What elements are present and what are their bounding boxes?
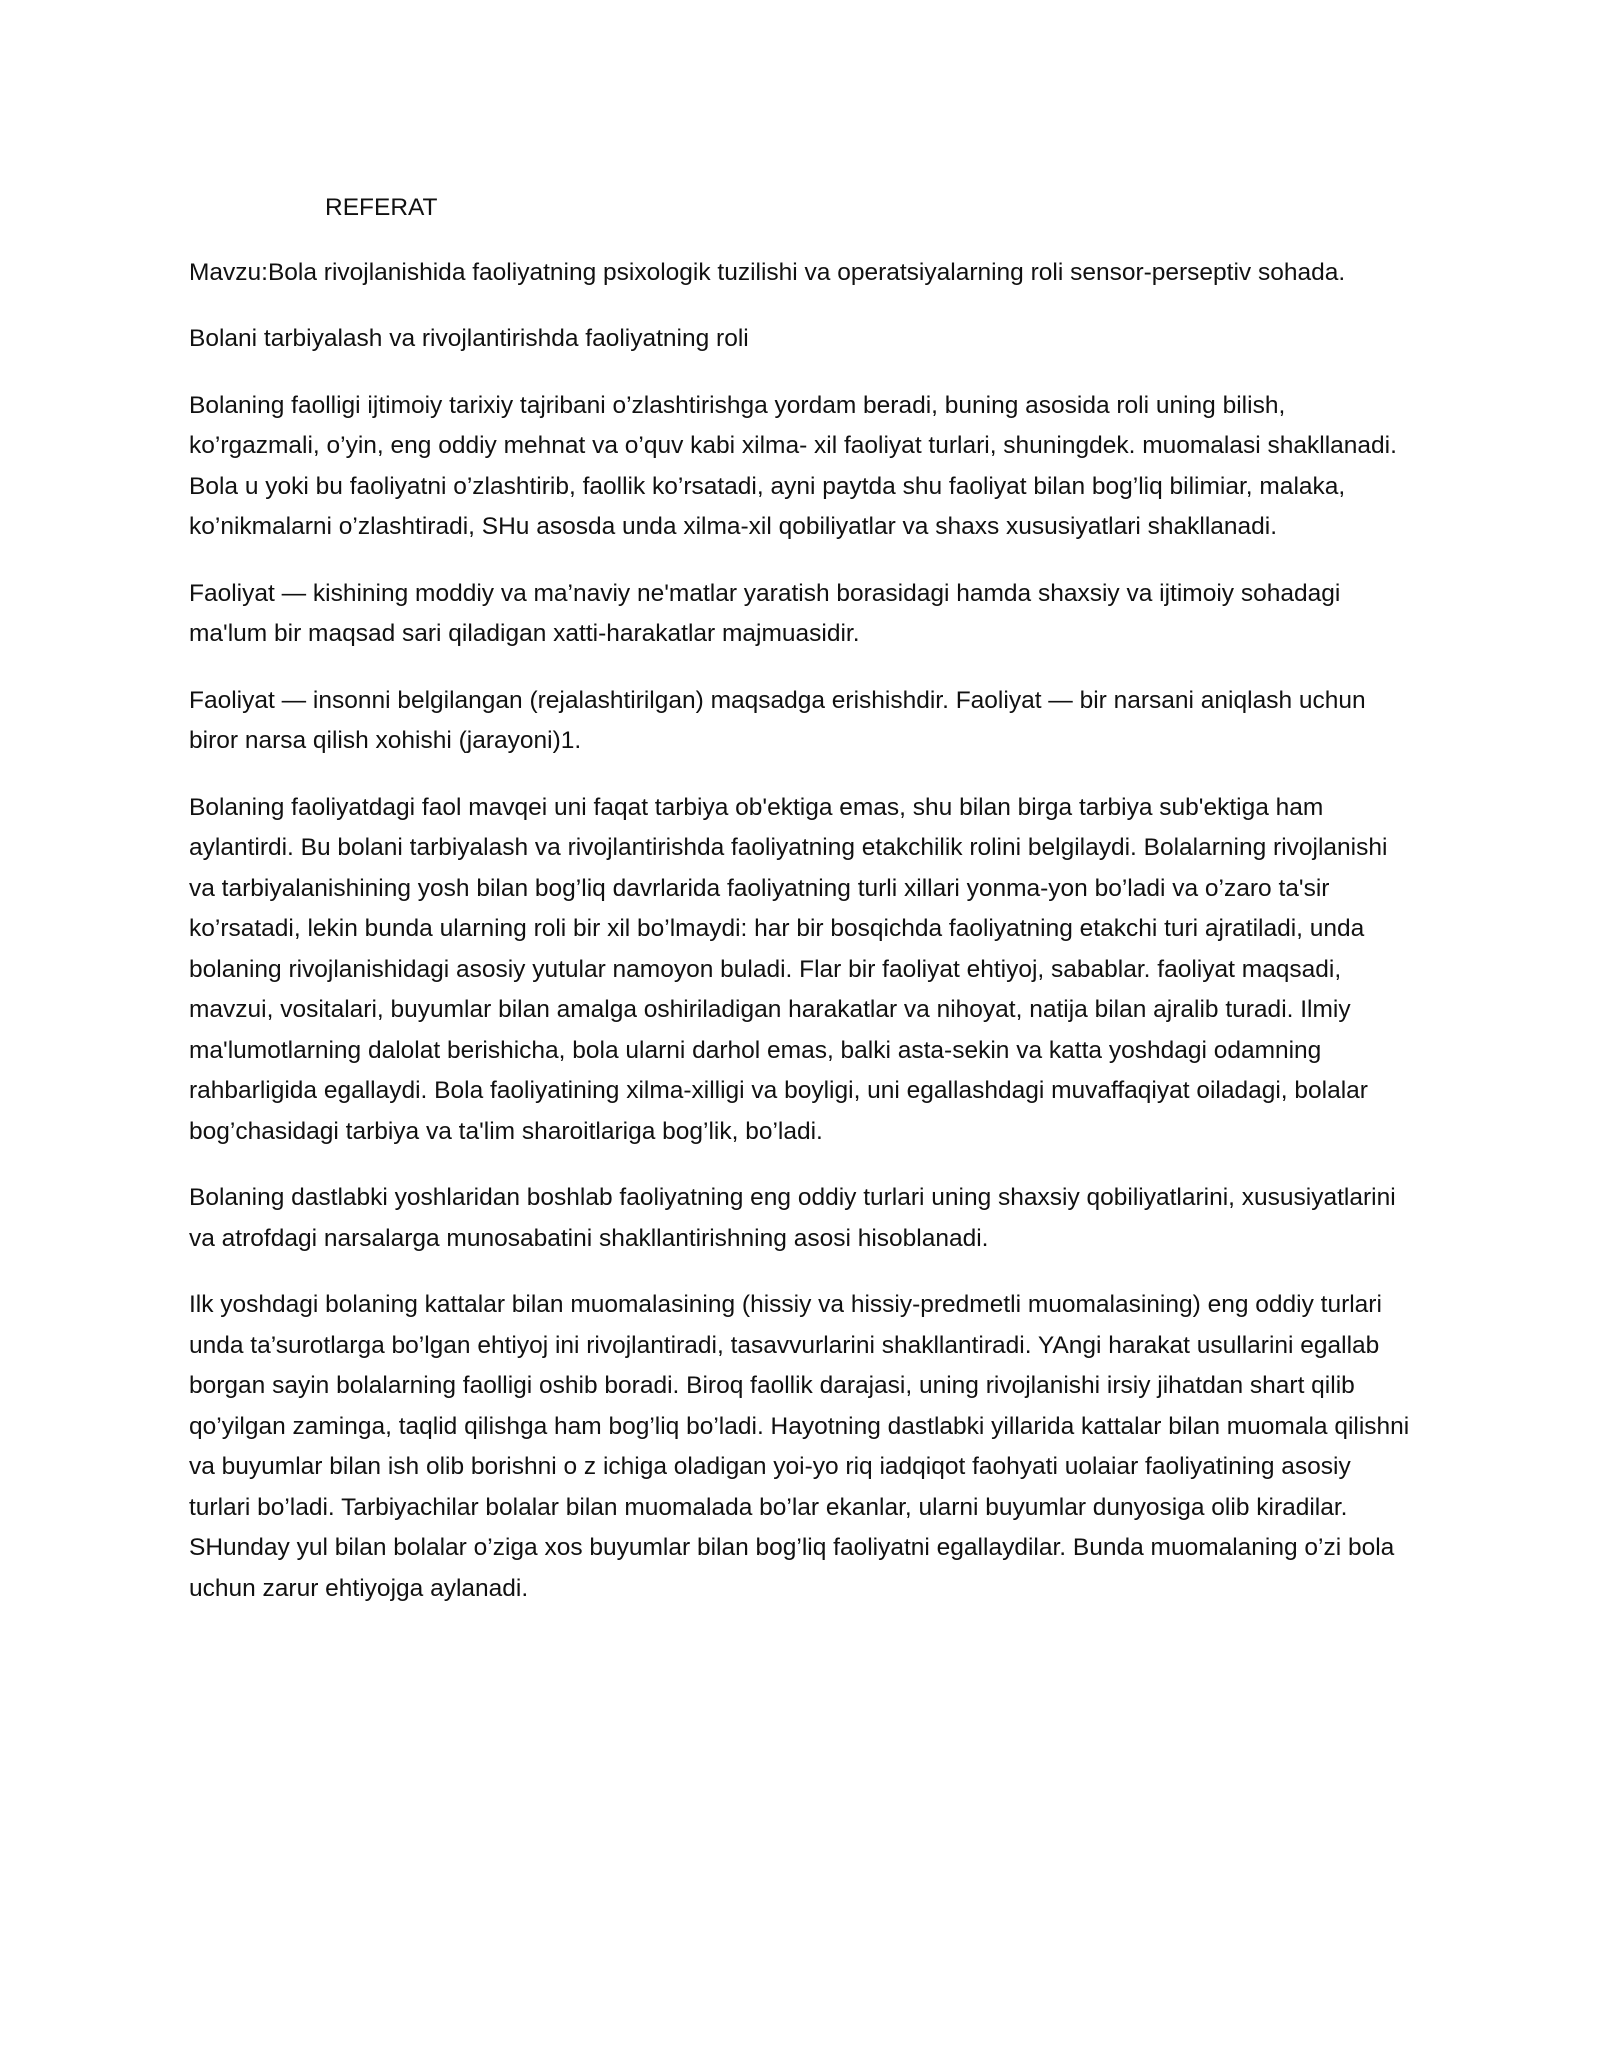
document-title: REFERAT	[325, 194, 438, 221]
document-body	[189, 188, 1411, 1635]
body-paragraph: Bolaning faoliyatdagi faol mavqei uni faqat tarbiya ob'ektiga emas, shu bilan birga tarbiya sub'ektiga ham aylantirdi. Bu bolani tarbiyalash va rivojlantirishda faoliyatning etakchilik rolini belgilaydi. Bolalarning rivojlanishi va tarbiyalanishining yosh bilan bog’liq davrlarida faoliyatning turli xillari yonma-yon bo’ladi va o’zaro ta'sir ko’rsatadi, lekin bunda ularning roli bir xil bo’lmaydi: har bir bosqichda faoliyatning etakchi turi ajratiladi, unda bolaning rivojlanishidagi asosiy yutular namoyon buladi. Flar bir faoliyat ehtiyoj, sabablar. faoliyat maqsadi, mavzui, vositalari, buyumlar bilan amalga oshiriladigan harakatlar va nihoyat, natija bilan ajralib turadi. Ilmiy ma'lumotlarning dalolat berishicha, bola ularni darhol emas, balki asta-sekin va katta yoshdagi odamning rahbarligida egallaydi. Bola faoliyatining xilma-xilligi va boyligi, uni egallashdagi muvaffaqiyat oiladagi, bolalar bog’chasidagi tarbiya va ta'lim sharoitlariga bog’lik, bo’ladi.	[189, 793, 1388, 1145]
body-paragraph: Bolaning dastlabki yoshlaridan boshlab faoliyatning eng oddiy turlari uning shaxsiy qobiliyatlarini, xususiyatlarini va atrofdagi narsalarga munosabatini shakllantirishning asosi hisoblanadi.	[189, 1184, 1396, 1252]
topic-paragraph: Mavzu:Bola rivojlanishida faoliyatning psixologik tuzilishi va operatsiyalarning roli sensor-perseptiv sohada.	[189, 258, 1346, 286]
body-paragraph: Faoliyat — insonni belgilangan (rejalashtirilgan) maqsadga erishishdir. Faoliyat — bir narsani aniqlash uchun biror narsa qilish xohishi (jarayoni)1.	[189, 686, 1366, 754]
body-paragraph: Ilk yoshdagi bolaning kattalar bilan muomalasining (hissiy va hissiy-predmetli muomalasining) eng oddiy turlari unda ta’surotlarga bo’lgan ehtiyoj ini rivojlantiradi, tasavvurlarini shakllantiradi. YAngi harakat usullarini egallab borgan sayin bolalarning faolligi oshib boradi. Biroq faollik darajasi, uning rivojlanishi irsiy jihatdan shart qilib qo’yilgan zaminga, taqlid qilishga ham bog’liq bo’ladi. Hayotning dastlabki yillarida kattalar bilan muomala qilishni va buyumlar bilan ish olib borishni o z ichiga oladigan yoi-yo riq iadqiqot faohyati uolaiar faoliyatining asosiy turlari bo’ladi. Tarbiyachilar bolalar bilan muomalada bo’lar ekanlar, ularni buyumlar dunyosiga olib kiradilar. SHunday yul bilan bolalar o’ziga xos buyumlar bilan bog’liq faoliyatni egallaydilar. Bunda muomalaning o’zi bola uchun zarur ehtiyojga aylanadi.	[189, 1291, 1410, 1602]
section-heading: Bolani tarbiyalash va rivojlantirishda faoliyatning roli	[189, 325, 749, 352]
body-paragraph: Bolaning faolligi ijtimoiy tarixiy tajribani o’zlashtirishga yordam beradi, buning asosida roli uning bilish, ko’rgazmali, o’yin, eng oddiy mehnat va o’quv kabi xilma- xil faoliyat turlari, shuningdek. muomalasi shakllanadi. Bola u yoki bu faoliyatni o’zlashtirib, faollik ko’rsatadi, ayni paytda shu faoliyat bilan bog’liq bilimiar, malaka, ko’nikmalarni o’zlashtiradi, SHu asosda unda xilma-xil qobiliyatlar va shaxs xususiyatlari shakllanadi.	[189, 391, 1397, 540]
body-paragraph: Faoliyat — kishining moddiy va ma’naviy ne'matlar yaratish borasidagi hamda shaxsiy va ijtimoiy sohadagi ma'lum bir maqsad sari qiladigan xatti-harakatlar majmuasidir.	[189, 579, 1341, 647]
